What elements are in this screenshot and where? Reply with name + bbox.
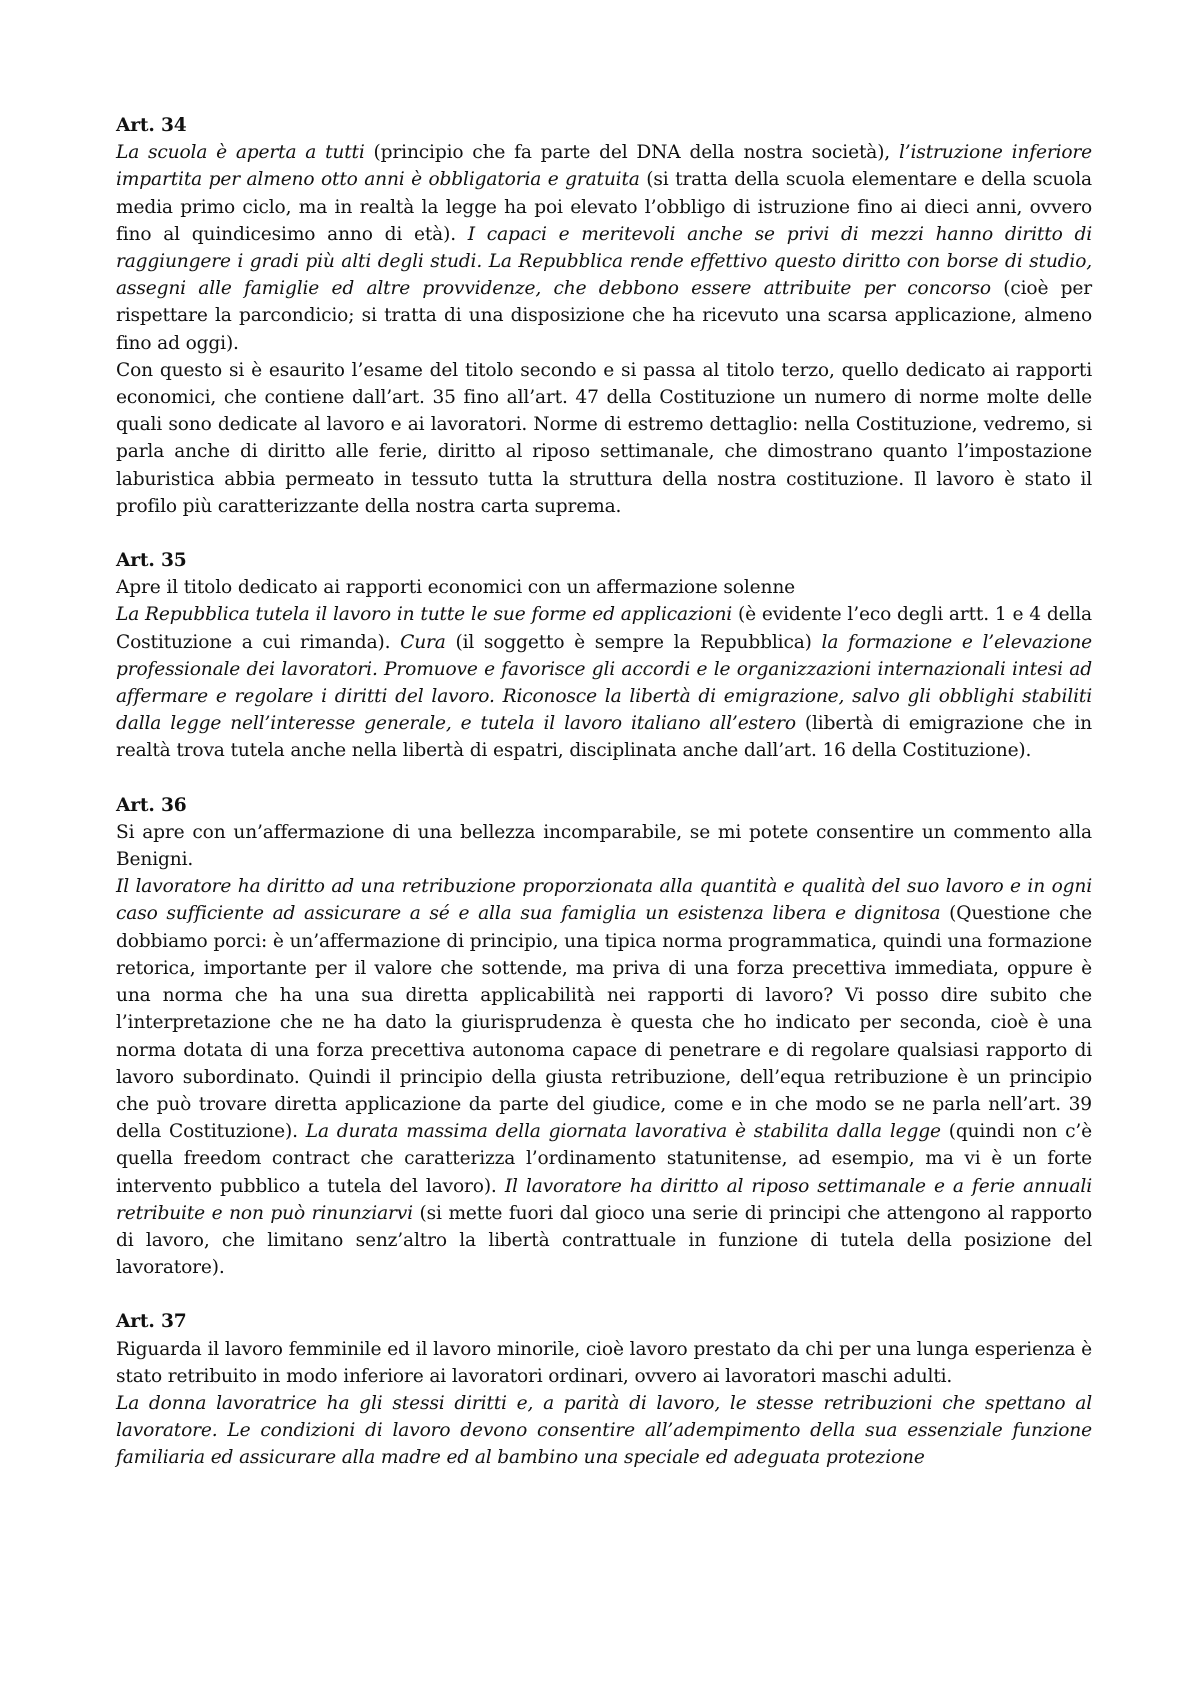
quoted-text: l’istruzione inferiore impartita per almeno otto anni è obbligatoria e gratuita xyxy=(116,142,1093,191)
quoted-text: La donna lavoratrice ha gli stessi diritti e, a parità di lavoro, le stesse retribuzioni che spettano al lavoratore. Le condizioni di lavoro devono consentire all’adempimento della sua essenziale funzione familiaria ed assicurare alla madre ed al bambino una speciale ed adeguata protezione xyxy=(116,1392,1092,1469)
quoted-text: la formazione e l’elevazione professionale dei lavoratori. Promuove e favorisce gli accordi e le organizzazioni internazionali intesi ad affermare e regolare i diritti del lavoro. Riconosce la libertà di emigrazione, salvo gli obblighi stabiliti dalla legge nell’interesse generale, e tutela il lavoro italiano all’estero xyxy=(116,631,1093,735)
commentary-text: (il soggetto è sempre la Repubblica) xyxy=(445,631,822,653)
commentary-text: (si tratta della scuola elementare e della scuola media primo ciclo, ma in realtà la legge ha poi elevato l’obbligo di istruzione fino ai dieci anni, ovvero fino al quindicesimo anno di età). xyxy=(116,169,1092,245)
document-page xyxy=(116,112,1092,1472)
quoted-text: La durata massima della giornata lavorativa è stabilita dalla legge xyxy=(305,1121,941,1143)
article-paragraph xyxy=(116,574,1092,601)
article-paragraph xyxy=(116,139,1092,357)
commentary-text: (è evidente l’eco degli artt. 1 e 4 della Costituzione a cui rimanda). xyxy=(116,604,1092,653)
quoted-text: Il lavoratore ha diritto al riposo settimanale e a ferie annuali retribuite e non può rinunziarvi xyxy=(116,1175,1092,1224)
commentary-text: Si apre con un’affermazione di una bellezza incomparabile, se mi potete consentire un commento alla Benigni. xyxy=(116,821,1092,871)
commentary-text: (si mette fuori dal gioco una serie di principi che attengono al rapporto di lavoro, che limitano senz’altro la libertà contrattuale in funzione di tutela della posizione del lavoratore). xyxy=(116,1202,1092,1279)
commentary-text: Apre il titolo dedicato ai rapporti economici con un affermazione solenne xyxy=(116,577,795,599)
article-heading: Art. 34 xyxy=(116,115,187,136)
commentary-text: (principio che fa parte del DNA della nostra società), xyxy=(364,142,899,164)
quoted-text: La scuola è aperta a tutti xyxy=(116,142,365,164)
article-heading: Art. 37 xyxy=(116,1311,187,1333)
article-section-34 xyxy=(116,112,1092,520)
commentary-text: Riguarda il lavoro femminile ed il lavoro minorile, cioè lavoro prestato da chi per una lunga esperienza è stato retribuito in modo inferiore ai lavoratori ordinari, ovvero ai lavoratori maschi adulti. xyxy=(116,1338,1092,1387)
commentary-text: (quindi non c’è quella freedom contract che caratterizza l’ordinamento statunitense, ad esempio, ma vi è un forte intervento pubblico a tutela del lavoro). xyxy=(116,1121,1092,1197)
article-section-35 xyxy=(116,547,1092,765)
article-paragraph xyxy=(116,819,1092,873)
article-paragraph xyxy=(116,357,1092,520)
article-paragraph xyxy=(116,1336,1092,1390)
article-heading: Art. 35 xyxy=(116,550,187,572)
commentary-text: (Questione che dobbiamo porci: è un’affermazione di principio, una tipica norma programmatica, quindi una formazione retorica, importante per il valore che sottende, ma priva di una forza precettiva immediata, oppure è una norma che ha una sua diretta applicabilità nei rapporti di lavoro? Vi posso dire subito che l’interpretazione che ne ha dato la giurisprudenza è questa che ho indicato per seconda, cioè è una norma dotata di una forza precettiva autonoma capace di penetrare e di regolare qualsiasi rapporto di lavoro subordinato. Quindi il principio della giusta retribuzione, dell’equa retribuzione è un principio che può trovare diretta applicazione da parte del giudice, come e in che modo se ne parla nell’art. 39 della Costituzione). xyxy=(116,903,1093,1143)
commentary-text: (cioè per rispettare la parcondicio; si tratta di una disposizione che ha ricevuto una scarsa applicazione, almeno fino ad oggi). xyxy=(116,278,1092,354)
article-paragraph xyxy=(116,1390,1092,1472)
quoted-text: Il lavoratore ha diritto ad una retribuzione proporzionata alla quantità e qualità del suo lavoro e in ogni caso sufficiente ad assicurare a sé e alla sua famiglia un esistenza libera e dignitosa xyxy=(116,876,1092,925)
article-section-37 xyxy=(116,1308,1092,1471)
quoted-text: I capaci e meritevoli anche se privi di mezzi hanno diritto di raggiungere i gradi più alti degli studi. La Repubblica rende effettivo questo diritto con borse di studio, assegni alle famiglie ed altre provvidenze, che debbono essere attribuite per concorso xyxy=(116,223,1092,300)
article-section-36 xyxy=(116,792,1092,1282)
quoted-text: Cura xyxy=(400,631,446,653)
article-paragraph xyxy=(116,601,1092,764)
article-paragraph xyxy=(116,873,1092,1281)
commentary-text: Con questo si è esaurito l’esame del titolo secondo e si passa al titolo terzo, quello dedicato ai rapporti economici, che contiene dall’art. 35 fino all’art. 47 della Costituzione un numero di norme molte delle quali sono dedicate al lavoro e ai lavoratori. Norme di estremo dettaglio: nella Costituzione, vedremo, si parla anche di diritto alle ferie, diritto al riposo settimanale, che dimostrano quanto l’impostazione laburistica abbia permeato in tessuto tutta la struttura della nostra costituzione. Il lavoro è stato il profilo più caratterizzante della nostra carta suprema. xyxy=(116,359,1092,517)
article-heading: Art. 36 xyxy=(116,794,187,816)
quoted-text: La Repubblica tutela il lavoro in tutte le sue forme ed applicazioni xyxy=(116,604,733,626)
commentary-text: (libertà di emigrazione che in realtà trova tutela anche nella libertà di espatri, disciplinata anche dall’art. 16 della Costituzione). xyxy=(116,713,1092,762)
